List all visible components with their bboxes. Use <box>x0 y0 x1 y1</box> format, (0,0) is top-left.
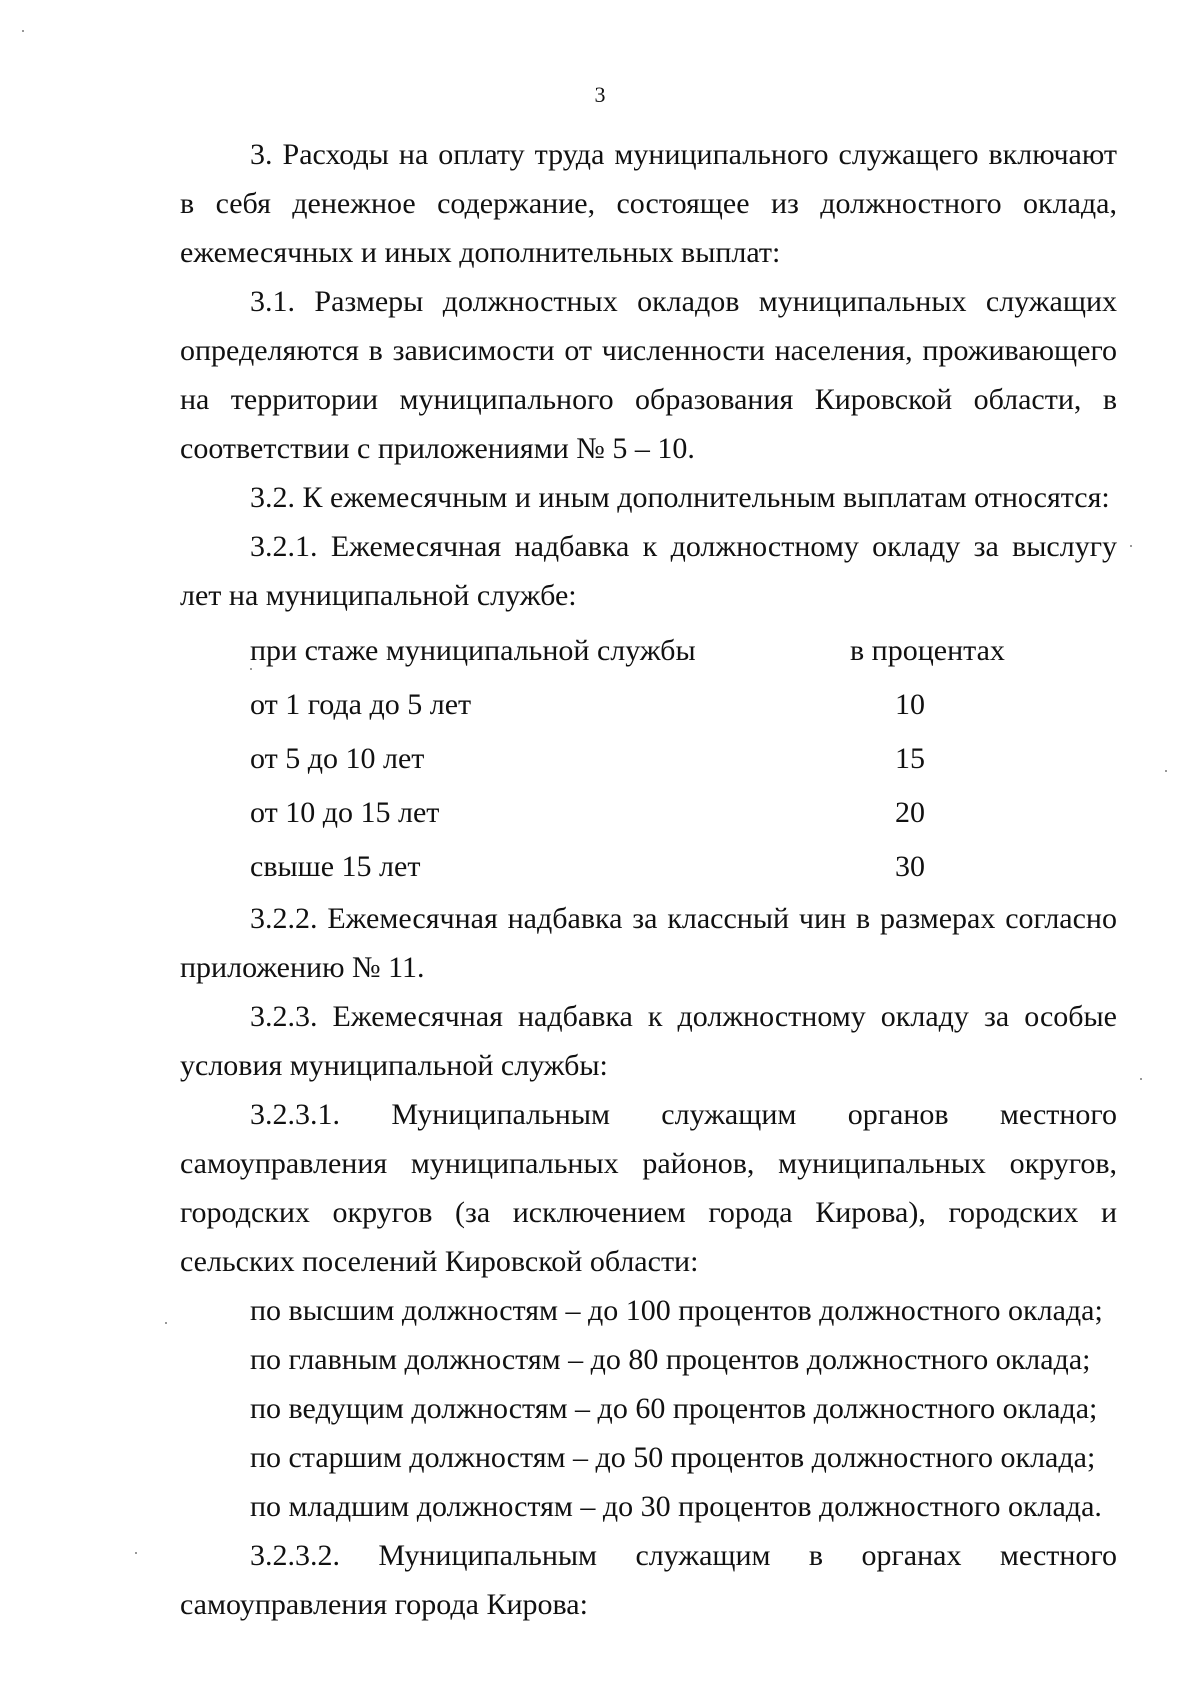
table-row <box>250 678 1117 732</box>
allowance-line: по старшим должностям – до 50 процентов должностного оклада; <box>250 1441 1096 1474</box>
scan-speck <box>1130 545 1132 547</box>
paragraph-3-2-3-1: 3.2.3.1. Муниципальным служащим органов местного самоуправления муниципальных районов, муниципальных округов, городских округов (за исключением города Кирова), городских и сельских поселений Кировской области: <box>180 1098 1117 1278</box>
tenure-table-header <box>250 624 1117 678</box>
tenure-header-period: при стаже муниципальной службы <box>250 634 696 667</box>
page-number: 3 <box>594 82 606 107</box>
paragraph-3-2-1: 3.2.1. Ежемесячная надбавка к должностному окладу за выслугу лет на муниципальной службе: <box>180 530 1117 612</box>
paragraph-3-2-2: 3.2.2. Ежемесячная надбавка за классный чин в размерах согласно приложению № 11. <box>180 902 1117 984</box>
table-row <box>250 732 1117 786</box>
tenure-percent: 20 <box>895 796 925 829</box>
tenure-percent: 10 <box>895 688 925 721</box>
tenure-period: свыше 15 лет <box>250 850 421 883</box>
scan-speck <box>22 30 24 32</box>
tenure-header-percent: в процентах <box>850 634 1005 667</box>
tenure-percent: 30 <box>895 850 925 883</box>
table-row <box>250 786 1117 840</box>
paragraph-3: 3. Расходы на оплату труда муниципального служащего включают в себя денежное содержание, состоящее из должностного оклада, ежемесячных и иных дополнительных выплат: <box>180 138 1117 269</box>
paragraph-3-1: 3.1. Размеры должностных окладов муниципальных служащих определяются в зависимости от численности населения, проживающего на территории муниципального образования Кировской области, в соответствии с приложениями № 5 – 10. <box>180 285 1117 465</box>
allowance-line: по младшим должностям – до 30 процентов должностного оклада. <box>250 1490 1102 1523</box>
tenure-period: от 1 года до 5 лет <box>250 688 472 721</box>
table-row <box>250 840 1117 894</box>
scan-speck <box>1165 770 1167 772</box>
allowance-line: по главным должностям – до 80 процентов должностного оклада; <box>250 1343 1091 1376</box>
allowance-line: по ведущим должностям – до 60 процентов должностного оклада; <box>250 1392 1098 1425</box>
paragraph-3-2: 3.2. К ежемесячным и иным дополнительным выплатам относятся: <box>250 481 1110 514</box>
scan-speck <box>165 1322 167 1324</box>
tenure-period: от 10 до 15 лет <box>250 796 440 829</box>
tenure-period: от 5 до 10 лет <box>250 742 425 775</box>
scan-speck <box>1140 1078 1142 1080</box>
scan-speck <box>250 668 252 670</box>
paragraph-3-2-3: 3.2.3. Ежемесячная надбавка к должностному окладу за особые условия муниципальной службы: <box>180 1000 1117 1082</box>
allowance-line: по высшим должностям – до 100 процентов должностного оклада; <box>250 1294 1103 1327</box>
tenure-percent: 15 <box>895 742 925 775</box>
paragraph-3-2-3-2: 3.2.3.2. Муниципальным служащим в органах местного самоуправления города Кирова: <box>180 1539 1117 1621</box>
tenure-table <box>250 624 1117 894</box>
document-body <box>180 130 1117 1629</box>
scan-speck <box>135 1552 137 1554</box>
